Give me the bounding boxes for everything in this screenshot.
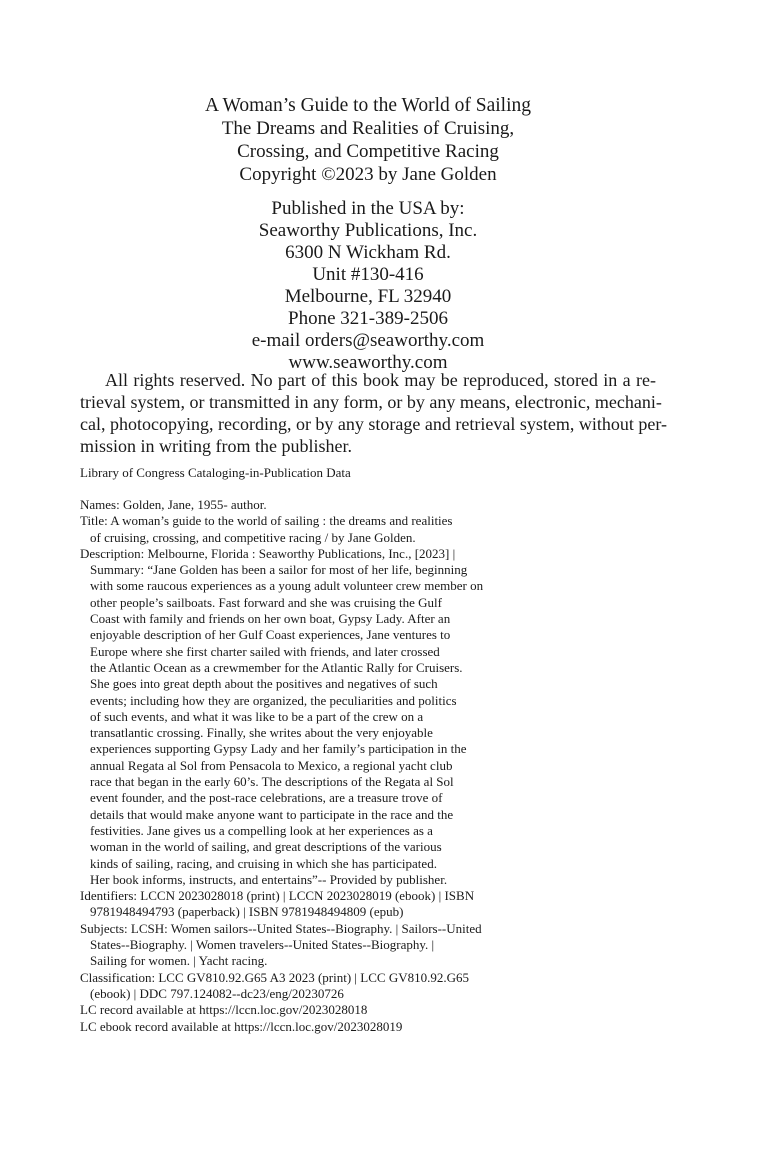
cip-line: event founder, and the post-race celebrations, are a treasure trove of xyxy=(90,790,443,806)
cip-line: Her book informs, instructs, and entertains”-- Provided by publisher. xyxy=(90,871,448,887)
publisher-street: 6300 N Wickham Rd. xyxy=(285,242,451,263)
published-in-label: Published in the USA by: xyxy=(271,198,465,219)
copyright-notice: Copyright ©2023 by Jane Golden xyxy=(239,164,497,185)
cip-line: (ebook) | DDC 797.124082--dc23/eng/20230726 xyxy=(90,985,344,1001)
publisher-city: Melbourne, FL 32940 xyxy=(284,286,452,307)
cip-line: Coast with family and friends on her own boat, Gypsy Lady. After an xyxy=(90,611,451,627)
rights-line: cal, photocopying, recording, or by any storage and retrieval system, without per- xyxy=(80,414,667,434)
cip-line: annual Regata al Sol from Pensacola to Mexico, a regional yacht club xyxy=(90,757,453,773)
cip-line: festivities. Jane gives us a compelling look at her experiences as a xyxy=(90,822,433,838)
publisher-website: www.seaworthy.com xyxy=(288,352,448,373)
title-block xyxy=(0,94,736,186)
cip-line: kinds of sailing, racing, and cruising in which she has participated. xyxy=(90,855,437,871)
cip-line: enjoyable description of her Gulf Coast experiences, Jane ventures to xyxy=(90,627,451,643)
rights-statement xyxy=(80,369,667,457)
publisher-email: e-mail orders@seaworthy.com xyxy=(251,330,485,351)
cip-line: Title: A woman’s guide to the world of sailing : the dreams and realities xyxy=(80,513,453,529)
cip-line: Summary: “Jane Golden has been a sailor for most of her life, beginning xyxy=(90,562,468,578)
cip-line: Identifiers: LCCN 2023028018 (print) | LCCN 2023028019 (ebook) | ISBN xyxy=(80,888,475,904)
cip-line: LC record available at https://lccn.loc.gov/2023028018 xyxy=(80,1002,368,1018)
cip-line: She goes into great depth about the positives and negatives of such xyxy=(90,676,438,692)
cip-line: Subjects: LCSH: Women sailors--United States--Biography. | Sailors--United xyxy=(80,920,482,936)
cip-line: events; including how they are organized, the peculiarities and politics xyxy=(90,692,457,708)
cip-line: Europe where she first charter sailed with friends, and later crossed xyxy=(90,643,440,659)
cip-record xyxy=(80,497,680,1035)
rights-line: trieval system, or transmitted in any form, or by any means, electronic, mechani- xyxy=(80,392,662,412)
cip-line: the Atlantic Ocean as a crewmember for the Atlantic Rally for Cruisers. xyxy=(90,659,463,675)
cip-line: LC ebook record available at https://lccn.loc.gov/2023028019 xyxy=(80,1018,403,1034)
cip-line: of such events, and what it was like to be a part of the crew on a xyxy=(90,708,424,724)
publisher-unit: Unit #130-416 xyxy=(312,264,424,285)
cip-line: race that began in the early 60’s. The descriptions of the Regata al Sol xyxy=(90,774,454,790)
publisher-name: Seaworthy Publications, Inc. xyxy=(258,220,478,241)
cip-line: 9781948494793 (paperback) | ISBN 9781948494809 (epub) xyxy=(90,904,404,920)
book-subtitle-line-2: Crossing, and Competitive Racing xyxy=(237,141,499,162)
cip-heading: Library of Congress Cataloging-in-Publication Data xyxy=(80,465,351,480)
publisher-phone: Phone 321-389-2506 xyxy=(288,308,448,329)
book-subtitle-line-1: The Dreams and Realities of Cruising, xyxy=(221,118,515,139)
rights-line: mission in writing from the publisher. xyxy=(80,436,352,456)
cip-line: Classification: LCC GV810.92.G65 A3 2023 (print) | LCC GV810.92.G65 xyxy=(80,969,469,985)
cip-line: with some raucous experiences as a young adult volunteer crew member on xyxy=(90,578,484,594)
cip-line: transatlantic crossing. Finally, she writes about the very enjoyable xyxy=(90,725,433,741)
cip-line: Sailing for women. | Yacht racing. xyxy=(90,953,268,969)
cip-line: Description: Melbourne, Florida : Seaworthy Publications, Inc., [2023] | xyxy=(80,545,456,561)
cip-line: details that would make anyone want to participate in the race and the xyxy=(90,806,454,822)
publisher-block xyxy=(0,198,736,374)
cip-line: of cruising, crossing, and competitive racing / by Jane Golden. xyxy=(90,529,416,545)
cip-line: woman in the world of sailing, and great descriptions of the various xyxy=(90,839,442,855)
rights-line: All rights reserved. No part of this book may be reproduced, stored in a re- xyxy=(105,370,656,390)
cip-line: other people’s sailboats. Fast forward and she was cruising the Gulf xyxy=(90,594,443,610)
book-title: A Woman’s Guide to the World of Sailing xyxy=(205,95,531,116)
cip-line: experiences supporting Gypsy Lady and her family’s participation in the xyxy=(90,741,467,757)
cip-line: States--Biography. | Women travelers--United States--Biography. | xyxy=(90,937,435,953)
cip-line: Names: Golden, Jane, 1955- author. xyxy=(80,497,267,512)
